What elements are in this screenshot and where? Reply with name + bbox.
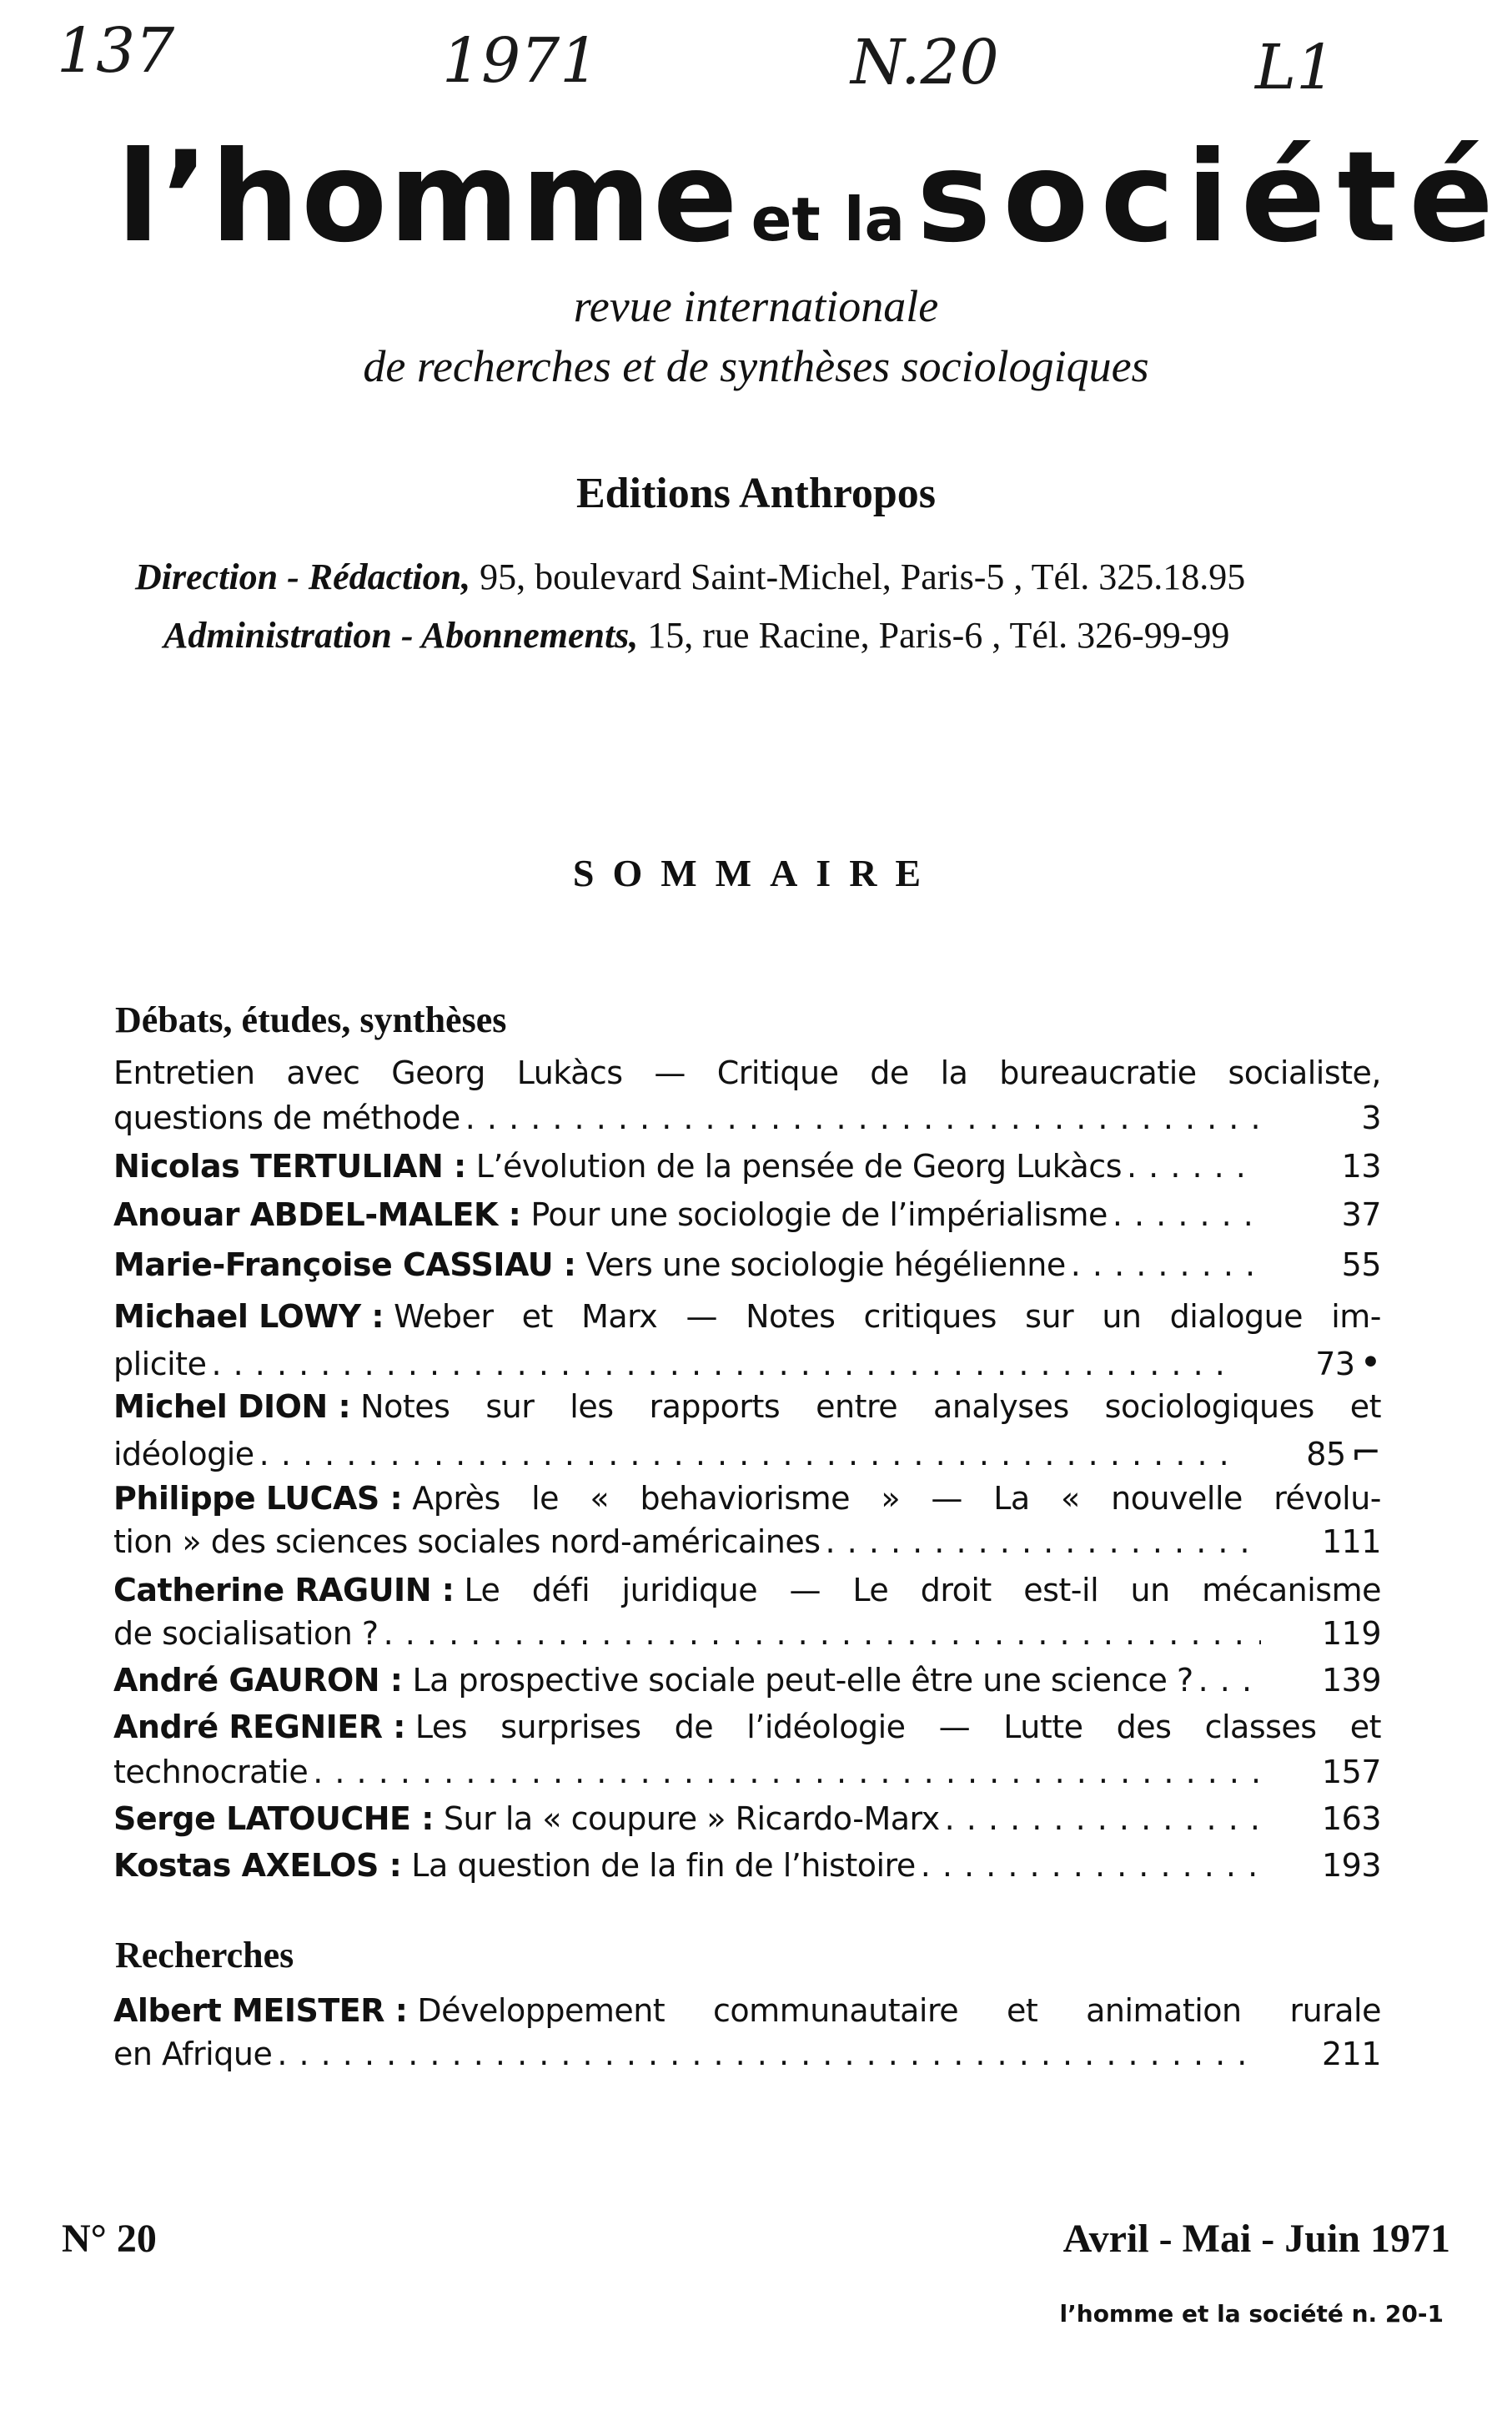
dot-leader (313, 1754, 1261, 1790)
dot-leader (384, 1615, 1261, 1652)
toc-entry-raguin-line-1 (113, 1572, 1381, 1618)
toc-entry-text: Vers une sociologie hégélienne (585, 1246, 1066, 1283)
toc-entry-text: idéologie (113, 1436, 254, 1472)
toc-page-number: 111 (1321, 1523, 1381, 1560)
title-homme: l’homme (117, 125, 740, 270)
toc-entry-text: Les surprises de l’idéologie — Lutte des classes et (414, 1709, 1381, 1745)
address-administration-text: 15, rue Racine, Paris-6 , Tél. 326-99-99 (647, 615, 1230, 656)
publisher-name: Editions Anthropos (575, 470, 937, 517)
toc-entry-text: questions de méthode (113, 1100, 460, 1136)
title-societe: société (917, 125, 1505, 270)
toc-page-number: 139 (1321, 1662, 1381, 1699)
toc-entry-text: Développement communautaire et animation rurale (417, 1992, 1381, 2029)
handwritten-number: 137 (57, 15, 175, 87)
toc-page-number: 3 (1361, 1100, 1381, 1136)
issue-date: Avril - Mai - Juin 1971 (1062, 2217, 1450, 2261)
dot-leader (1113, 1196, 1261, 1233)
toc-entry-text: en Afrique (113, 2036, 273, 2072)
toc-page-number: 37 (1341, 1196, 1381, 1233)
toc-entry-gauron (113, 1662, 1381, 1709)
journal-title (117, 125, 1505, 270)
toc-entry-text: La prospective sociale peut-elle être une science ? (412, 1662, 1193, 1699)
toc-author: Serge LATOUCHE : (113, 1800, 434, 1837)
toc-entry-abdel-malek (113, 1196, 1381, 1243)
toc-entry-raguin-line-2 (113, 1615, 1381, 1662)
section-recherches: Recherches (115, 1935, 294, 1976)
handwritten-year: 1971 (442, 25, 600, 97)
toc-entry-text: plicite (113, 1346, 207, 1382)
toc-page-number: 163 (1321, 1800, 1381, 1837)
toc-author: Catherine RAGUIN : (113, 1572, 455, 1608)
toc-entry-lowy-line-2 (113, 1341, 1381, 1388)
handwritten-issue: N.20 (851, 27, 999, 98)
toc-entry-text: Entretien avec Georg Lukàcs — Critique de la bureaucratie socialiste, (113, 1054, 1381, 1091)
toc-author: Nicolas TERTULIAN : (113, 1148, 466, 1185)
title-et: et (751, 184, 821, 254)
toc-entry-text: Sur la « coupure » Ricardo-Marx (443, 1800, 940, 1837)
dot-leader (465, 1100, 1261, 1136)
handwritten-code: L1 (1255, 32, 1336, 103)
toc-entry-meister-line-2 (113, 2036, 1381, 2082)
toc-entry-cassiau (113, 1246, 1381, 1293)
dot-leader (921, 1847, 1261, 1884)
toc-author: Marie-Françoise CASSIAU : (113, 1246, 576, 1283)
toc-entry-text: La question de la fin de l’histoire (411, 1847, 916, 1884)
toc-entry-text: de socialisation ? (113, 1615, 379, 1652)
toc-author: Kostas AXELOS : (113, 1847, 402, 1884)
toc-entry-text: Pour une sociologie de l’impérialisme (530, 1196, 1108, 1233)
dot-leader (277, 2036, 1261, 2072)
toc-entry-lukacs-line-1 (113, 1054, 1381, 1101)
toc-author: Philippe LUCAS : (113, 1480, 403, 1517)
toc-entry-dion-line-1 (113, 1388, 1381, 1435)
toc-entry-regnier-line-1 (113, 1709, 1381, 1755)
dot-leader (1127, 1148, 1261, 1185)
toc-author: Anouar ABDEL-MALEK : (113, 1196, 521, 1233)
toc-entry-lowy-line-1 (113, 1298, 1381, 1345)
handwritten-mark: • (1359, 1341, 1381, 1384)
toc-entry-text: Le défi juridique — Le droit est-il un mécanisme (464, 1572, 1381, 1608)
toc-entry-meister-line-1 (113, 1992, 1381, 2039)
toc-entry-text: Weber et Marx — Notes critiques sur un dialogue im- (394, 1298, 1381, 1335)
toc-entry-text: Notes sur les rapports entre analyses sociologiques et (360, 1388, 1381, 1425)
address-direction-label: Direction - Rédaction, (135, 556, 471, 597)
toc-entry-tertulian (113, 1148, 1381, 1195)
toc-page-number: 211 (1321, 2036, 1381, 2072)
address-administration-label: Administration - Abonnements, (163, 615, 639, 656)
subtitle-line-2: de recherches et de synthèses sociologiques (363, 341, 1149, 391)
toc-entry-latouche (113, 1800, 1381, 1847)
toc-entry-lucas-line-1 (113, 1480, 1381, 1527)
toc-author: Michel DION : (113, 1388, 351, 1425)
dot-leader (259, 1436, 1226, 1472)
dot-leader (1071, 1246, 1261, 1283)
dot-leader (1198, 1662, 1261, 1699)
toc-entry-regnier-line-2 (113, 1754, 1381, 1800)
toc-author: Michael LOWY : (113, 1298, 384, 1335)
section-debats: Débats, études, synthèses (115, 999, 507, 1040)
toc-entry-text: technocratie (113, 1754, 309, 1790)
toc-entry-text: tion » des sciences sociales nord-américaines (113, 1523, 821, 1560)
toc-page-number: 13 (1341, 1148, 1381, 1185)
toc-entry-axelos (113, 1847, 1381, 1894)
toc-entry-lukacs-line-2 (113, 1100, 1381, 1146)
handwritten-mark: ⌐ (1350, 1432, 1381, 1474)
toc-entry-text: Après le « behaviorisme » — La « nouvelle révolu- (412, 1480, 1381, 1517)
toc-entry-dion-line-2 (113, 1432, 1381, 1478)
page-reference: l’homme et la société n. 20-1 (1059, 2300, 1444, 2328)
toc-page-number: 157 (1321, 1754, 1381, 1790)
toc-page-number: 73 (1315, 1346, 1355, 1382)
address-administration (163, 614, 1229, 657)
dot-leader (945, 1800, 1261, 1837)
title-la: la (843, 184, 906, 254)
subtitle-line-1: revue internationale (573, 281, 939, 331)
toc-page-number: 119 (1321, 1615, 1381, 1652)
toc-entry-lucas-line-2 (113, 1523, 1381, 1570)
dot-leader (826, 1523, 1261, 1560)
address-direction-text: 95, boulevard Saint-Michel, Paris-5 , Tél. 325.18.95 (480, 556, 1246, 597)
toc-entry-text: L’évolution de la pensée de Georg Lukàcs (475, 1148, 1122, 1185)
toc-author: André GAURON : (113, 1662, 403, 1699)
sommaire-heading: SOMMAIRE (572, 852, 940, 894)
dot-leader (211, 1346, 1234, 1382)
toc-page-number: 193 (1321, 1847, 1381, 1884)
toc-author: Albert MEISTER : (113, 1992, 408, 2029)
toc-page-number: 55 (1341, 1246, 1381, 1283)
toc-author: André REGNIER : (113, 1709, 405, 1745)
toc-page-number: 85 (1306, 1436, 1346, 1472)
issue-number: N° 20 (62, 2217, 157, 2261)
address-direction (135, 556, 1245, 598)
